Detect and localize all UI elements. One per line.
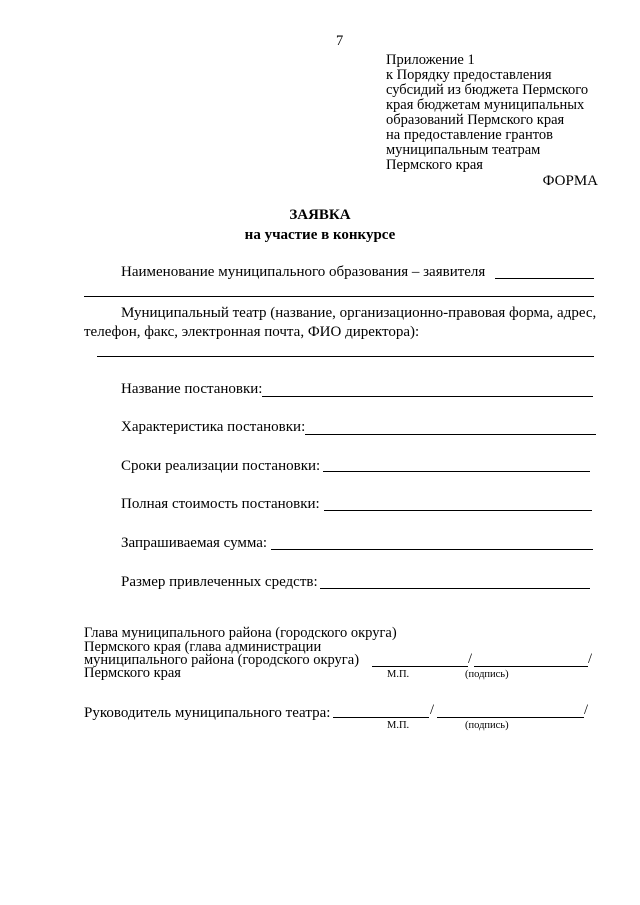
theatre-field-line[interactable] [97, 356, 594, 357]
head-signature-line[interactable] [372, 666, 468, 667]
form-label: ФОРМА [542, 173, 598, 189]
head-name-line[interactable] [474, 666, 588, 667]
director-slash-2: / [584, 702, 589, 718]
appendix-line: на предоставление грантов [386, 127, 553, 143]
production-characteristics-label: Характеристика постановки: [121, 419, 306, 435]
attracted-funds-label: Размер привлеченных средств: [121, 574, 318, 590]
head-title-line1: Глава муниципального района (городского округа) [84, 625, 397, 641]
director-signature-line[interactable] [333, 717, 429, 718]
head-title-line2: Пермского края (глава администрации [84, 639, 322, 655]
full-cost-field-line[interactable] [324, 510, 592, 511]
appendix-line: муниципальным театрам [386, 142, 541, 158]
document-title: ЗАЯВКА [289, 207, 351, 223]
full-cost-label: Полная стоимость постановки: [121, 496, 320, 512]
head-signature-caption: (подпись) [465, 669, 509, 680]
requested-amount-label: Запрашиваемая сумма: [121, 535, 268, 551]
head-stamp-label: М.П. [387, 669, 410, 680]
appendix-line: края бюджетам муниципальных [386, 97, 585, 113]
appendix-block [386, 53, 588, 173]
attracted-funds-field-line[interactable] [320, 588, 590, 589]
theatre-label-line2: телефон, факс, электронная почта, ФИО директора): [84, 324, 420, 340]
implementation-dates-field-line[interactable] [323, 471, 590, 472]
document-subtitle: на участие в конкурсе [244, 227, 396, 243]
head-slash-1: / [468, 651, 473, 667]
theatre-label-line1: Муниципальный театр (название, организационно-правовая форма, адрес, [121, 305, 597, 321]
municipality-field-line[interactable] [495, 278, 594, 279]
theatre-director-label: Руководитель муниципального театра: [84, 705, 331, 721]
appendix-line: к Порядку предоставления [386, 67, 552, 83]
head-slash-2: / [588, 651, 593, 667]
head-title-line3: муниципального района (городского округа) [84, 652, 360, 668]
implementation-dates-label: Сроки реализации постановки: [121, 458, 321, 474]
municipality-field-line-2[interactable] [84, 296, 594, 297]
production-name-field-line[interactable] [262, 396, 593, 397]
head-title-line4: Пермского края [84, 665, 181, 681]
appendix-line: субсидий из бюджета Пермского [386, 82, 589, 98]
requested-amount-field-line[interactable] [271, 549, 593, 550]
director-slash-1: / [430, 702, 435, 718]
appendix-line: Приложение 1 [386, 52, 475, 68]
page-number: 7 [336, 33, 344, 49]
director-signature-caption: (подпись) [465, 720, 509, 731]
director-name-line[interactable] [437, 717, 584, 718]
production-name-label: Название постановки: [121, 381, 263, 397]
appendix-line: образований Пермского края [386, 112, 565, 128]
appendix-line: Пермского края [386, 157, 483, 173]
director-stamp-label: М.П. [387, 720, 410, 731]
production-characteristics-field-line[interactable] [305, 434, 596, 435]
municipality-label: Наименование муниципального образования – заявителя [121, 264, 486, 280]
